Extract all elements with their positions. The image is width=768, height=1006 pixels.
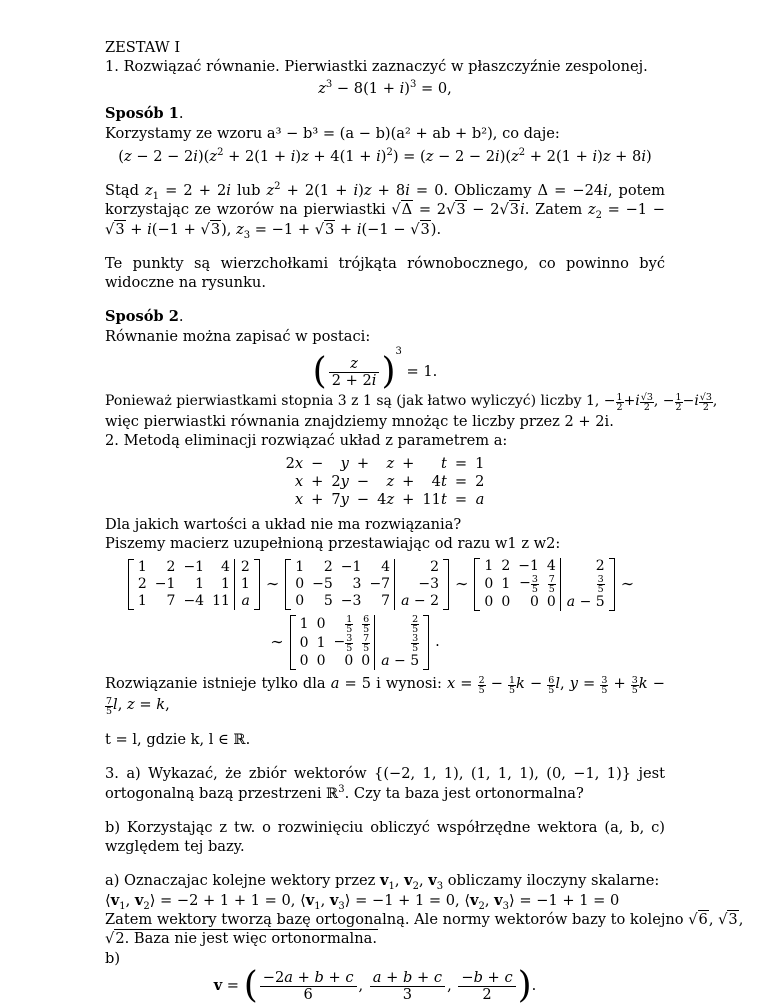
- problem3-statement-a: 3. a) Wykazać, że zbiór wektorów {(−2, 1, 1), (1, 1, 1), (0, −1, 1)} jest ortogonalną bazą przestrzeni ℝ$^3$. Czy ta baza jest ortonormalna?: [105, 765, 665, 802]
- problem1-statement: 1. Rozwiązać równanie. Pierwiastki zaznaczyć w płaszczyźnie zespolonej.: [105, 58, 648, 76]
- method2-after: więc pierwiastki równania znajdziemy mnożąc te liczby przez 2 + 2i.: [105, 413, 614, 431]
- method2-roots-of-unity: Ponieważ pierwiastkami stopnia 3 z 1 są (jak łatwo wyliczyć) liczby 1, − $\frac{1}{2}$ +i $\frac{√3}{2}$ , − $\frac{1}{2}$ −i $\frac{√3}{2}$ ,: [105, 392, 718, 414]
- problem3-norms: Zatem wektory tworzą bazę ortogonalną. Ale normy wektorów bazy to kolejno √6, √3,: [105, 910, 744, 928]
- problem3-statement-b: b) Korzystając z tw. o rozwinięciu obliczyć współrzędne wektora (a, b, c) względem tej bazy.: [105, 818, 665, 856]
- problem3-solution-a: a) Oznaczajac kolejne wektory przez $v_1$, $v_2$, $v_3$ obliczamy iloczyny skalarne:: [105, 872, 660, 892]
- equation-method2: ( $\frac{z}{2 + 2i}$ )$^3$ = 1.: [312, 346, 438, 393]
- document-heading: ZESTAW I: [105, 39, 181, 56]
- problem2-statement: 2. Metodą eliminacji rozwiązać układ z parametrem a:: [105, 432, 508, 450]
- method1-intro: Korzystamy ze wzoru a³ − b³ = (a − b)(a² + ab + b²), co daje:: [105, 124, 560, 142]
- equation-main: $z^3 - 8(1 + i)^3 = 0$,: [318, 78, 452, 97]
- method1-heading: Sposób 1.: [105, 105, 184, 123]
- method2-heading: Sposób 2.: [105, 308, 184, 326]
- problem3-not-orthonormal: √2. Baza nie jest więc ortonormalna.: [105, 930, 377, 948]
- augmented-matrix-4: 1 0 $\frac{1}{5}$ $\frac{6}{5}$ $\frac{2}{5}$ 0 1 − $\frac{3}{5}$ $\frac{7}{5}$ $\frac{3}{5}$ 0 0 0 0 a − 5: [290, 615, 429, 670]
- problem2-question: Dla jakich wartości a układ nie ma rozwiązania?: [105, 515, 462, 533]
- matrix-row-1: 1 2 −1 4 2 2 −1 1 1 1 1 7 −4 11 a ∼ 1 2 −1 4 2 0 −5 3 −7 −3 0 5 −3 7 a − 2 ∼ 1 2 −1 4 2 0 1 − $\frac{3}{5}$ $\frac{7}{5}$ $\frac{3}{5}$ 0 0 0 0 a − 5 ∼: [97, 558, 665, 611]
- problem2-answer-end: t = l, gdzie k, l ∈ ℝ.: [105, 731, 251, 749]
- equation-factorization: $(z - 2 - 2i)(z^2 + 2(1 + i)z + 4(1 + i)^2) = (z - 2 - 2i)(z^2 + 2(1 + i)z + 8i)$: [118, 147, 652, 166]
- method1-roots: Stąd $z_1 = 2 + 2i$ lub $z^2 + 2(1 + i)z + 8i = 0$. Obliczamy Δ = −24i, potem korzystając ze wzorów na pierwiastki √Δ = 2√3 − 2√3i. Zatem $z_2 = -1 - √3 + i(-1 + √3)$, $z_3 = -1 + √3 + i(-1 - √3)$.: [105, 181, 666, 241]
- problem3-b-label: b): [105, 949, 121, 967]
- augmented-matrix-3: 1 2 −1 4 2 0 1 − $\frac{3}{5}$ $\frac{7}{5}$ $\frac{3}{5}$ 0 0 0 0 a − 5: [474, 558, 614, 611]
- equation-coordinates: v = ( $\frac{-2a + b + c}{6}$ , $\frac{a + b + c}{3}$ , $\frac{-b + c}{2}$ ).: [213, 965, 537, 1006]
- problem2-answer: Rozwiązanie istnieje tylko dla a = 5 i wynosi: x = $\frac{2}{5}$ − $\frac{1}{5}$ k − $\frac{6}{5}$ l, y = $\frac{3}{5}$ + $\frac{3}{5}$ k − $\frac{7}{5}$ l, z = k,: [105, 674, 665, 717]
- augmented-matrix-2: 1 2 −1 4 2 0 −5 3 −7 −3 0 5 −3 7 a − 2: [285, 559, 449, 610]
- method2-intro: Równanie można zapisać w postaci:: [105, 327, 371, 345]
- method1-conclusion: Te punkty są wierzchołkami trójkąta równobocznego, co powinno być widoczne na rysunku.: [105, 254, 665, 292]
- problem2-matrix-intro: Piszemy macierz uzupełnioną przestawiając od razu w1 z w2:: [105, 535, 561, 553]
- linear-system: 2x − y + z + t = 1 x + 2y − z + 4t = 2 x + 7y − 4z + 11t = a: [285, 454, 485, 508]
- augmented-matrix-1: 1 2 −1 4 2 2 −1 1 1 1 1 7 −4 11 a: [128, 559, 260, 610]
- document-page: [105, 38, 744, 1006]
- matrix-row-2: ∼ 1 0 $\frac{1}{5}$ $\frac{6}{5}$ $\frac{2}{5}$ 0 1 − $\frac{3}{5}$ $\frac{7}{5}$ $\frac{3}{5}$ 0 0 0 0 a − 5 .: [270, 613, 440, 669]
- problem3-dot-products: $⟨v_1$, $v_2⟩ = -2 + 1 + 1 = 0$, $⟨v_1$, $v_3⟩ = -1 + 1 = 0$, $⟨v_2$, $v_3⟩ = -1 + 1 = 0$: [105, 891, 620, 912]
